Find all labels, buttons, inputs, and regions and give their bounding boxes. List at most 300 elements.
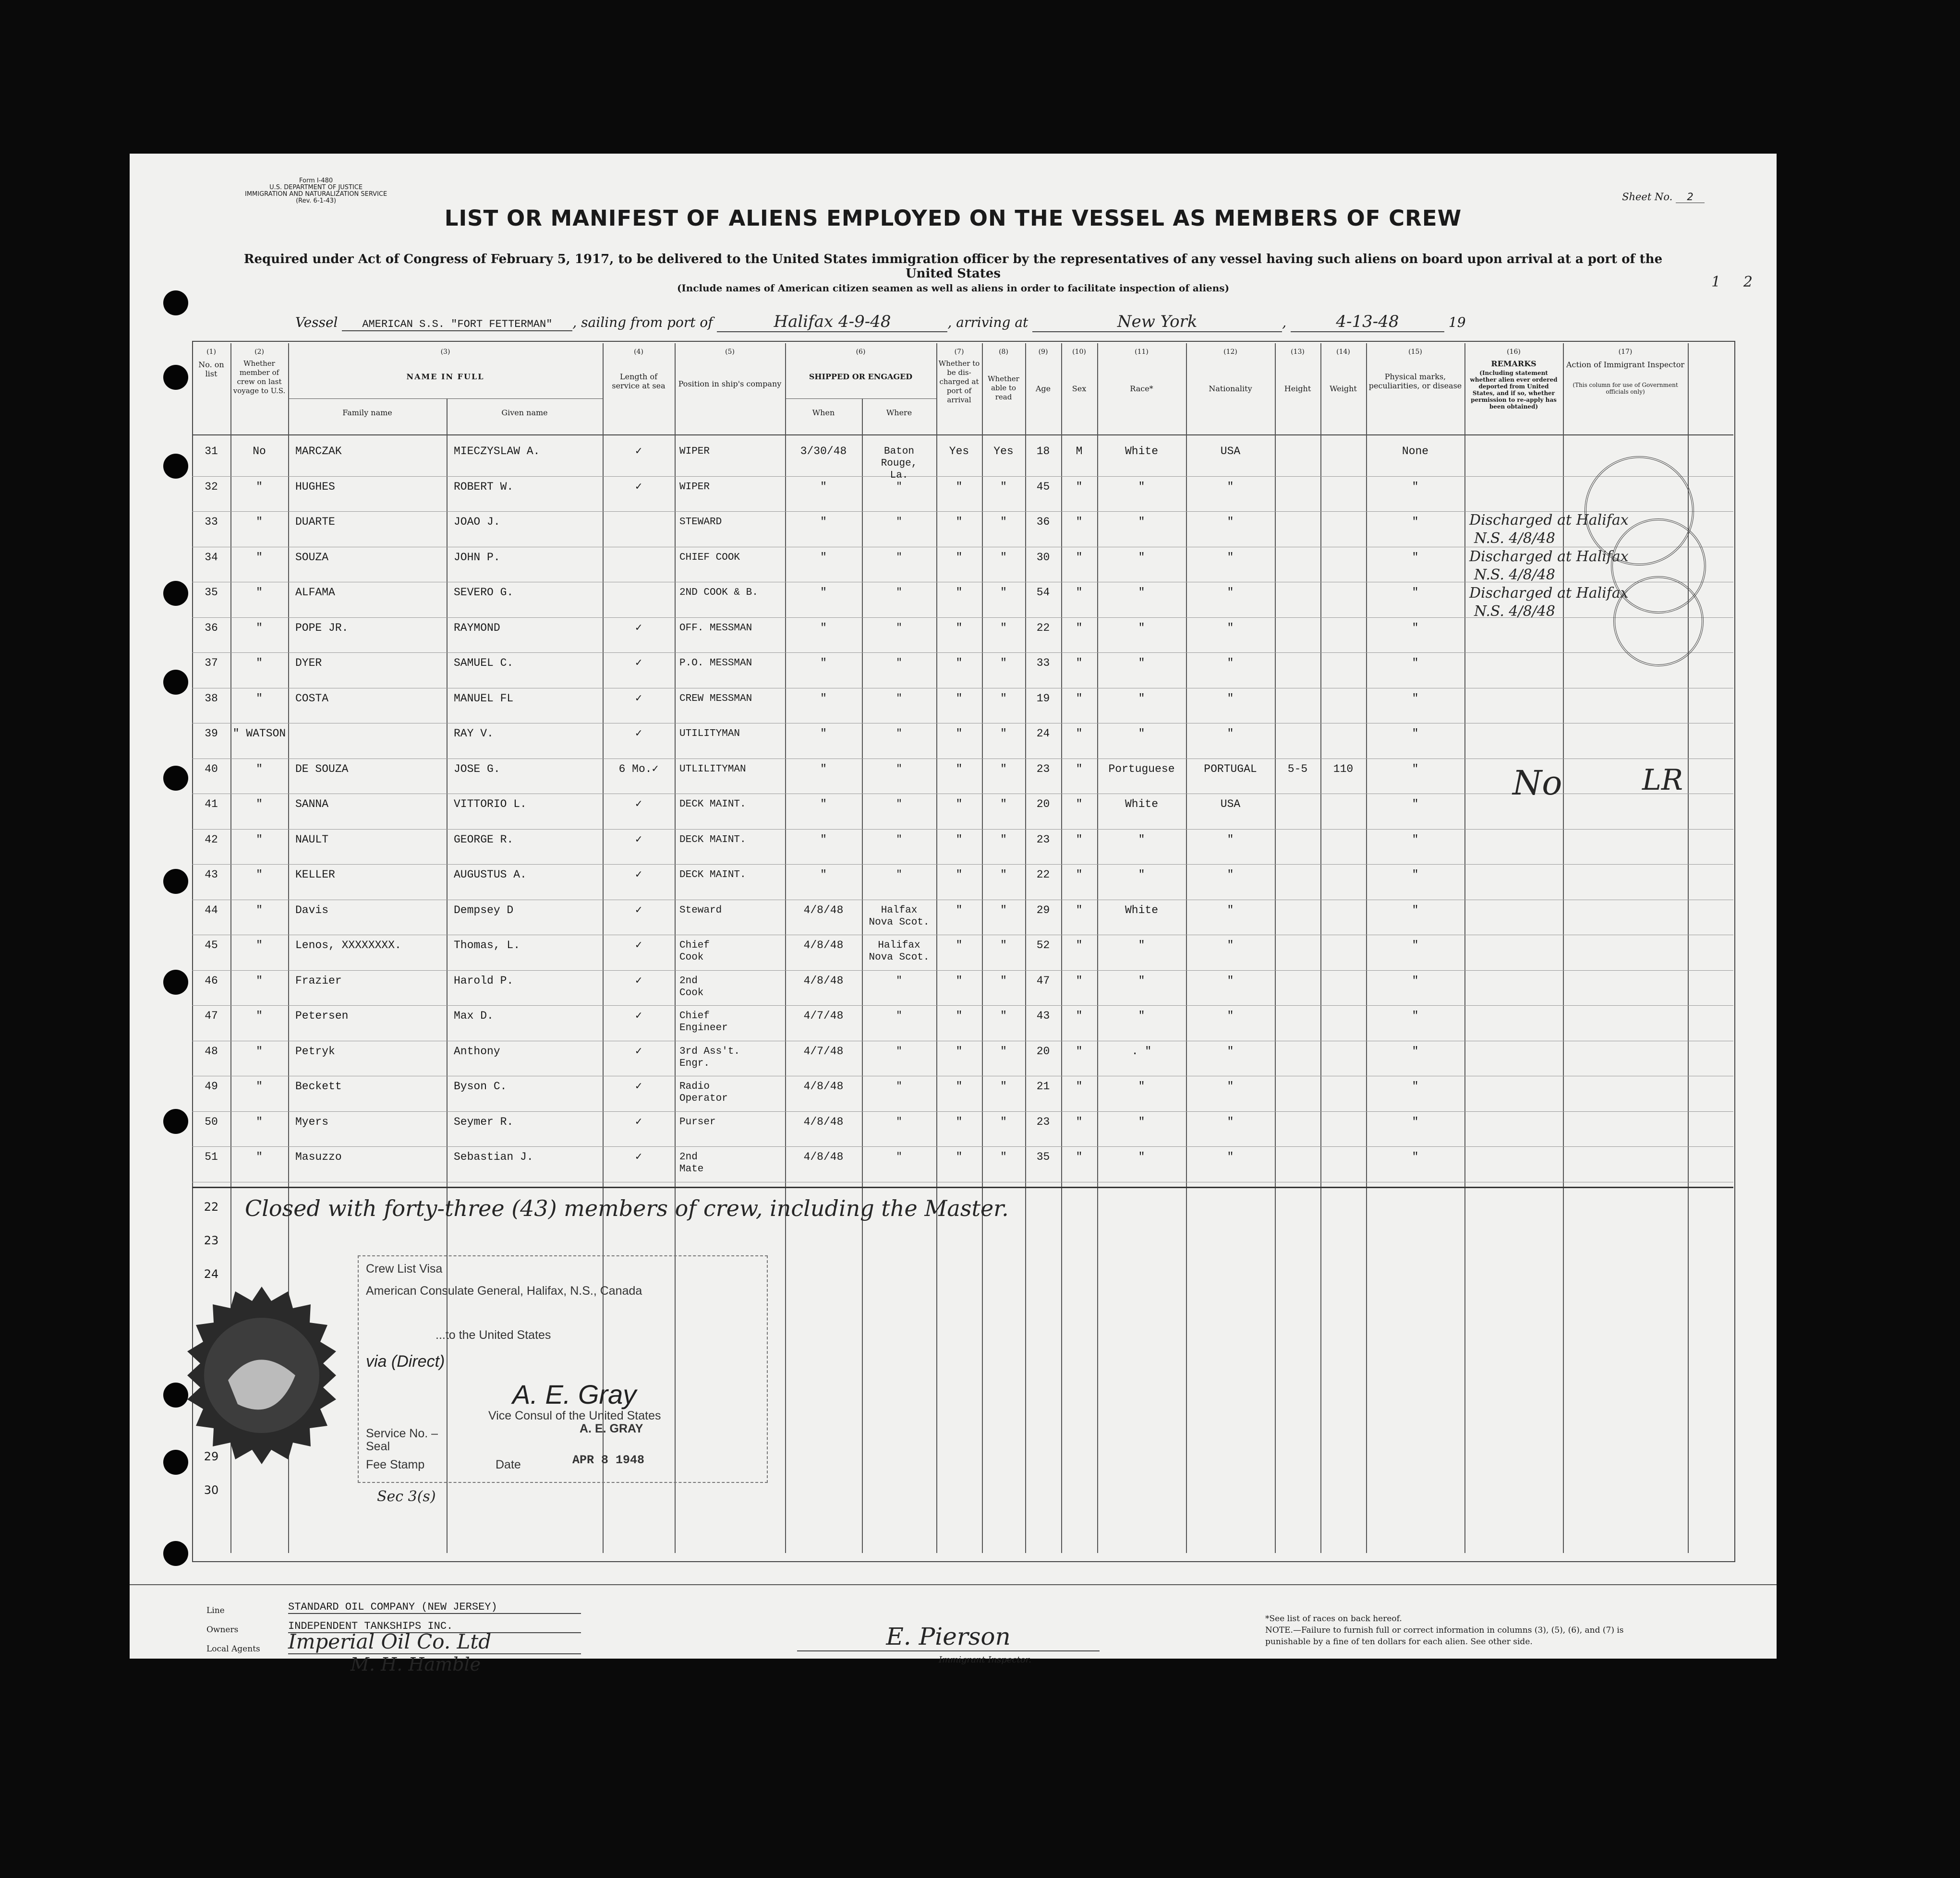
cell-when: ": [820, 833, 827, 846]
cell-no: 48: [205, 1045, 218, 1058]
visa-via: via (Direct): [366, 1352, 445, 1371]
col-number: (15): [1408, 348, 1422, 356]
cell-member: ": [256, 974, 263, 987]
cell-where: ": [896, 1081, 902, 1092]
cell-marks: ": [1412, 692, 1419, 705]
cell-given: Thomas, L.: [454, 939, 520, 951]
manifest-sheet: [130, 154, 1777, 1675]
cell-discharged: ": [956, 939, 963, 951]
cell-service: 6 Mo.✓: [618, 762, 659, 775]
cell-nationality: ": [1227, 903, 1234, 916]
requirement-text: Required under Act of Congress of February 5, 1917, to be delivered to the United States immigration officer by the representatives of any vessel having such aliens on board upon arrival at a port of the United States: [243, 252, 1663, 281]
cell-sex: ": [1076, 586, 1083, 599]
cell-family: ALFAMA: [295, 586, 335, 599]
cell-sex: ": [1076, 903, 1083, 916]
cell-family: DE SOUZA: [295, 762, 349, 775]
cell-no: 36: [205, 621, 218, 634]
cell-age: 30: [1036, 551, 1050, 564]
col-heading-remarks: REMARKS: [1491, 359, 1537, 368]
cell-member: ": [256, 1010, 263, 1022]
cell-position: 2nd Mate: [679, 1152, 704, 1175]
cell-read: ": [1000, 727, 1007, 740]
footer-owners-label: Owners: [206, 1625, 239, 1635]
cell-nationality: ": [1227, 692, 1234, 705]
cell-sex: ": [1076, 974, 1083, 987]
cell-discharged: ": [956, 516, 963, 528]
cell-sex: ": [1076, 621, 1083, 634]
date-label: Date: [496, 1458, 521, 1471]
cell-when: ": [820, 868, 827, 881]
col-number: (3): [440, 348, 450, 356]
sheet-value: 2: [1676, 191, 1705, 203]
cell-read: ": [1000, 657, 1007, 669]
punch-hole: [163, 670, 188, 695]
cell-sex: ": [1076, 1080, 1083, 1093]
cell-given: JOSE G.: [454, 762, 500, 775]
cell-marks: None: [1402, 445, 1429, 457]
fee-stamp: Fee Stamp: [366, 1458, 425, 1471]
cell-member: ": [256, 1151, 263, 1163]
cell-sex: ": [1076, 1115, 1083, 1128]
cell-where: ": [896, 1116, 902, 1128]
row-rule: [192, 652, 1733, 653]
cell-when: ": [820, 516, 827, 528]
cell-when: 4/8/48: [803, 903, 844, 916]
cell-given: Anthony: [454, 1045, 500, 1058]
remark-line: N.S. 4/8/48: [1474, 530, 1555, 547]
cell-marks: ": [1412, 516, 1419, 528]
cell-race: ": [1138, 516, 1145, 528]
punch-hole: [163, 454, 188, 479]
cell-discharged: ": [956, 1010, 963, 1022]
row-rule: [192, 829, 1733, 830]
col-number: (10): [1072, 348, 1086, 356]
cell-marks: ": [1412, 657, 1419, 669]
row40-remark: No: [1512, 763, 1562, 803]
col-heading-sex: Sex: [1072, 384, 1087, 393]
cell-member: ": [256, 657, 263, 669]
cell-position: Chief Cook: [679, 940, 710, 963]
cell-where: Baton Rouge, La.: [881, 446, 918, 481]
col-number: (14): [1336, 348, 1350, 356]
row-rule: [192, 1111, 1733, 1112]
cell-family: DYER: [295, 657, 322, 669]
cell-service: ✓: [635, 1115, 642, 1128]
cell-age: 18: [1036, 445, 1050, 457]
col-number: (16): [1507, 348, 1521, 356]
col-number: (5): [725, 348, 735, 356]
cell-read: ": [1000, 551, 1007, 564]
cell-age: 36: [1036, 516, 1050, 528]
cell-given: Dempsey D: [454, 903, 514, 916]
cell-race: ": [1138, 974, 1145, 987]
cell-discharged: ": [956, 833, 963, 846]
cell-nationality: ": [1227, 621, 1234, 634]
cell-service: ✓: [635, 798, 642, 810]
cell-no: 31: [205, 445, 218, 457]
cell-where: ": [896, 693, 902, 704]
cell-discharged: ": [956, 657, 963, 669]
cell-race: ": [1138, 833, 1145, 846]
cell-sex: ": [1076, 480, 1083, 493]
seal-label: Seal: [366, 1440, 390, 1453]
cell-no: 35: [205, 586, 218, 599]
cell-nationality: ": [1227, 833, 1234, 846]
cell-member: ": [256, 516, 263, 528]
cell-member: ": [256, 621, 263, 634]
cell-where: ": [896, 869, 902, 880]
cell-age: 52: [1036, 939, 1050, 951]
vessel-label: Vessel: [295, 314, 338, 330]
cell-when: 4/8/48: [803, 1080, 844, 1093]
cell-sex: ": [1076, 833, 1083, 846]
cell-sex: ": [1076, 762, 1083, 775]
cell-no: 41: [205, 798, 218, 810]
cell-when: ": [820, 621, 827, 634]
cell-member: ": [256, 586, 263, 599]
cell-nationality: ": [1227, 516, 1234, 528]
cell-marks: ": [1412, 1080, 1419, 1093]
cell-race: Portuguese: [1108, 762, 1175, 775]
cell-read: ": [1000, 586, 1007, 599]
section-note: Sec 3(s): [377, 1488, 436, 1505]
cell-marks: ": [1412, 727, 1419, 740]
row-rule: [192, 970, 1733, 971]
cell-nationality: ": [1227, 939, 1234, 951]
cell-age: 47: [1036, 974, 1050, 987]
cell-age: 29: [1036, 903, 1050, 916]
visa-line: Crew List Visa: [366, 1262, 443, 1276]
cell-given: ROBERT W.: [454, 480, 514, 493]
cell-position: Chief Engineer: [679, 1011, 728, 1034]
arrival-port: New York: [1032, 312, 1282, 332]
cell-where: Halifax Nova Scot.: [869, 940, 930, 963]
cell-read: ": [1000, 1115, 1007, 1128]
cell-where: ": [896, 834, 902, 845]
remark-line: Discharged at Halifax: [1469, 512, 1629, 529]
cell-age: 22: [1036, 621, 1050, 634]
header-divider: [192, 434, 1733, 435]
cell-service: ✓: [635, 692, 642, 705]
cell-member: ": [256, 868, 263, 881]
cell-member: ": [256, 1045, 263, 1058]
cell-race: ": [1138, 1010, 1145, 1022]
cell-sex: ": [1076, 657, 1083, 669]
cell-sex: ": [1076, 516, 1083, 528]
cell-position: WIPER: [679, 481, 710, 493]
visa-line: American Consulate General, Halifax, N.S., Canada: [366, 1284, 642, 1298]
row-number: 23: [204, 1234, 219, 1247]
remark-line: Discharged at Halifax: [1469, 585, 1629, 602]
col-divider: [1275, 343, 1276, 1553]
cell-member: ": [256, 903, 263, 916]
sailing-label: , sailing from port of: [572, 314, 713, 330]
remark-line: N.S. 4/8/48: [1474, 566, 1555, 583]
cell-position: UTLILITYMAN: [679, 763, 746, 775]
cell-when: 4/8/48: [803, 939, 844, 951]
subhead-divider: [785, 398, 936, 399]
punch-hole: [163, 290, 188, 315]
cell-race: ": [1138, 586, 1145, 599]
col-heading-position: Position in ship's company: [678, 379, 782, 388]
cell-marks: ": [1412, 798, 1419, 810]
corner-marks: 1 2: [1711, 274, 1753, 290]
cell-marks: ": [1412, 1010, 1419, 1022]
col-number: (9): [1038, 348, 1048, 356]
cell-read: ": [1000, 621, 1007, 634]
cell-discharged: ": [956, 762, 963, 775]
row-number: 30: [204, 1483, 219, 1497]
row-number: 22: [204, 1200, 219, 1214]
cell-race: White: [1125, 903, 1158, 916]
cell-race: ": [1138, 657, 1145, 669]
cell-nationality: PORTUGAL: [1204, 762, 1257, 775]
closing-note: Closed with forty-three (43) members of crew, including the Master.: [245, 1195, 1009, 1221]
cell-no: 33: [205, 516, 218, 528]
col-number: (8): [999, 348, 1008, 356]
cell-given: MIECZYSLAW A.: [454, 445, 540, 457]
row-rule: [192, 758, 1733, 759]
footer-divider: [130, 1584, 1777, 1585]
cell-age: 19: [1036, 692, 1050, 705]
punch-hole: [163, 1541, 188, 1566]
punch-hole: [163, 1109, 188, 1134]
cell-where: ": [896, 552, 902, 563]
punch-hole: [163, 970, 188, 995]
col-number: (7): [954, 348, 964, 356]
cell-discharged: ": [956, 798, 963, 810]
sheet-number: [1622, 191, 1705, 203]
cell-service: ✓: [635, 868, 642, 881]
visa-date: APR 8 1948: [572, 1453, 645, 1467]
cell-read: ": [1000, 974, 1007, 987]
cell-marks: ": [1412, 621, 1419, 634]
cell-member: ": [256, 798, 263, 810]
form-identifier: Form I-480 U.S. DEPARTMENT OF JUSTICE IMMIGRATION AND NATURALIZATION SERVICE (Rev. 6-1-43): [245, 177, 387, 205]
cell-no: 32: [205, 480, 218, 493]
cell-read: ": [1000, 692, 1007, 705]
punch-hole: [163, 365, 188, 390]
cell-position: DECK MAINT.: [679, 869, 746, 880]
col-number: (12): [1223, 348, 1237, 356]
cell-member: ": [256, 551, 263, 564]
row40-action: LR: [1642, 763, 1683, 797]
cell-no: 46: [205, 974, 218, 987]
cell-member: ": [256, 480, 263, 493]
cell-where: ": [896, 658, 902, 669]
cell-no: 43: [205, 868, 218, 881]
cell-when: ": [820, 692, 827, 705]
cell-when: ": [820, 480, 827, 493]
cell-no: 38: [205, 692, 218, 705]
cell-no: 37: [205, 657, 218, 669]
cell-given: Seymer R.: [454, 1115, 514, 1128]
col-number: (4): [634, 348, 643, 356]
cell-sex: ": [1076, 798, 1083, 810]
col-heading-race: Race*: [1130, 384, 1153, 393]
cell-family: MARCZAK: [295, 445, 342, 457]
cell-service: ✓: [635, 1080, 642, 1093]
cell-race: ": [1138, 551, 1145, 564]
document-title: LIST OR MANIFEST OF ALIENS EMPLOYED ON THE VESSEL AS MEMBERS OF CREW: [444, 205, 1462, 231]
cell-no: 39: [205, 727, 218, 740]
cell-read: ": [1000, 868, 1007, 881]
agent-signature: M. H. Hamble: [351, 1654, 481, 1675]
cell-position: UTILITYMAN: [679, 728, 740, 739]
cell-no: 34: [205, 551, 218, 564]
cell-when: ": [820, 727, 827, 740]
cell-read: ": [1000, 762, 1007, 775]
cell-member: ": [256, 833, 263, 846]
cell-service: ✓: [635, 727, 642, 740]
cell-where: ": [896, 799, 902, 810]
vessel-line: Vessel AMERICAN S.S. "FORT FETTERMAN" , sailing from port of Halifax 4-9-48 , arriving at New York , 4-13-48 19: [295, 312, 1466, 331]
cell-when: 4/8/48: [803, 1151, 844, 1163]
row-rule: [192, 1146, 1733, 1147]
remark-line: Discharged at Halifax: [1469, 548, 1629, 565]
cell-family: Davis: [295, 903, 329, 916]
cell-read: ": [1000, 480, 1007, 493]
cell-nationality: USA: [1220, 445, 1241, 457]
cell-position: STEWARD: [679, 517, 722, 528]
cell-age: 43: [1036, 1010, 1050, 1022]
cell-discharged: ": [956, 692, 963, 705]
cell-family: NAULT: [295, 833, 329, 846]
cell-marks: ": [1412, 1115, 1419, 1128]
cell-race: . ": [1131, 1045, 1152, 1058]
cell-no: 50: [205, 1115, 218, 1128]
cell-no: 51: [205, 1151, 218, 1163]
cell-family: Petersen: [295, 1010, 349, 1022]
arriving-label: , arriving at: [947, 314, 1028, 330]
cell-service: ✓: [635, 1151, 642, 1163]
cell-discharged: ": [956, 551, 963, 564]
cell-sex: ": [1076, 1010, 1083, 1022]
cell-position: 2ND COOK & B.: [679, 587, 758, 598]
cell-family: Masuzzo: [295, 1151, 342, 1163]
cell-age: 21: [1036, 1080, 1050, 1093]
cell-position: CREW MESSMAN: [679, 693, 752, 704]
cell-given: Sebastian J.: [454, 1151, 533, 1163]
col-heading-shipped-or-engaged: SHIPPED OR ENGAGED: [809, 372, 913, 381]
cell-family: Myers: [295, 1115, 329, 1128]
cell-when: 4/7/48: [803, 1045, 844, 1058]
col-heading-given-name: Given name: [501, 408, 548, 417]
cell-read: ": [1000, 516, 1007, 528]
col-heading-family-name: Family name: [342, 408, 392, 417]
cell-where: ": [896, 975, 902, 987]
cell-service: ✓: [635, 657, 642, 669]
cell-marks: ": [1412, 480, 1419, 493]
cell-where: ": [896, 517, 902, 528]
cell-given: Harold P.: [454, 974, 514, 987]
cell-position: 2nd Cook: [679, 975, 704, 999]
col-heading-length-of-service: Length of service at sea: [612, 372, 665, 390]
cell-position: 3rd Ass't. Engr.: [679, 1046, 740, 1069]
cell-read: ": [1000, 939, 1007, 951]
cell-service: ✓: [635, 903, 642, 916]
cell-discharged: ": [956, 586, 963, 599]
footer-owners-value: INDEPENDENT TANKSHIPS INC.: [288, 1620, 581, 1633]
cell-member: ": [256, 1080, 263, 1093]
cell-nationality: ": [1227, 974, 1234, 987]
cell-position: OFF. MESSMAN: [679, 622, 752, 634]
cell-discharged: ": [956, 1151, 963, 1163]
cell-age: 45: [1036, 480, 1050, 493]
footer-agents-value: Imperial Oil Co. Ltd: [288, 1630, 581, 1654]
consul-signature: A. E. Gray: [512, 1379, 637, 1409]
cell-age: 23: [1036, 762, 1050, 775]
cell-sex: ": [1076, 1151, 1083, 1163]
punch-hole: [163, 869, 188, 894]
cell-given: SAMUEL C.: [454, 657, 514, 669]
cell-nationality: USA: [1220, 798, 1241, 810]
cell-given: Max D.: [454, 1010, 494, 1022]
cell-age: 23: [1036, 1115, 1050, 1128]
cell-where: ": [896, 1011, 902, 1022]
cell-family: HUGHES: [295, 480, 335, 493]
cell-marks: ": [1412, 1151, 1419, 1163]
cell-race: ": [1138, 868, 1145, 881]
penalty-note: NOTE.—Failure to furnish full or correct information in columns (3), (5), (6), and (7) is punishable by a fine of ten dollars for each alien. See other side.: [1265, 1625, 1624, 1647]
sheet-label: Sheet No.: [1622, 191, 1673, 203]
cell-family: Petryk: [295, 1045, 335, 1058]
cell-family: Frazier: [295, 974, 342, 987]
cell-where: ": [896, 1046, 902, 1057]
cell-given: SEVERO G.: [454, 586, 514, 599]
col-divider: [1464, 343, 1465, 1553]
cell-no: 40: [205, 762, 218, 775]
cell-read: ": [1000, 1151, 1007, 1163]
cell-no: 44: [205, 903, 218, 916]
cell-age: 35: [1036, 1151, 1050, 1163]
cell-sex: ": [1076, 939, 1083, 951]
cell-read: ": [1000, 1045, 1007, 1058]
cell-nationality: ": [1227, 1115, 1234, 1128]
cell-family: Beckett: [295, 1080, 342, 1093]
col-heading-where: Where: [886, 408, 912, 417]
cell-sex: ": [1076, 1045, 1083, 1058]
col-heading-name-in-full: NAME IN FULL: [406, 372, 484, 381]
inspector-signature: E. Pierson: [797, 1623, 1100, 1651]
col-heading-when: When: [812, 408, 835, 417]
col-number: (13): [1291, 348, 1305, 356]
cell-when: ": [820, 762, 827, 775]
cell-where: ": [896, 481, 902, 493]
cell-nationality: ": [1227, 1010, 1234, 1022]
cell-age: 22: [1036, 868, 1050, 881]
col-divider: [1320, 343, 1321, 1553]
cell-read: ": [1000, 798, 1007, 810]
cell-position: CHIEF COOK: [679, 552, 740, 563]
cell-when: 4/7/48: [803, 1010, 844, 1022]
cell-discharged: ": [956, 903, 963, 916]
footer-agents-label: Local Agents: [206, 1644, 260, 1654]
cell-discharged: ": [956, 1115, 963, 1128]
cell-where: ": [896, 763, 902, 775]
cell-when: 4/8/48: [803, 1115, 844, 1128]
cell-service: ✓: [635, 833, 642, 846]
cell-service: ✓: [635, 480, 642, 493]
cell-age: 33: [1036, 657, 1050, 669]
cell-no: 42: [205, 833, 218, 846]
cell-discharged: ": [956, 727, 963, 740]
cell-service: ✓: [635, 1045, 642, 1058]
cell-position: WIPER: [679, 446, 710, 457]
cell-member: ": [256, 939, 263, 951]
service-no: Service No. –: [366, 1427, 438, 1440]
cell-position: P.O. MESSMAN: [679, 658, 752, 669]
